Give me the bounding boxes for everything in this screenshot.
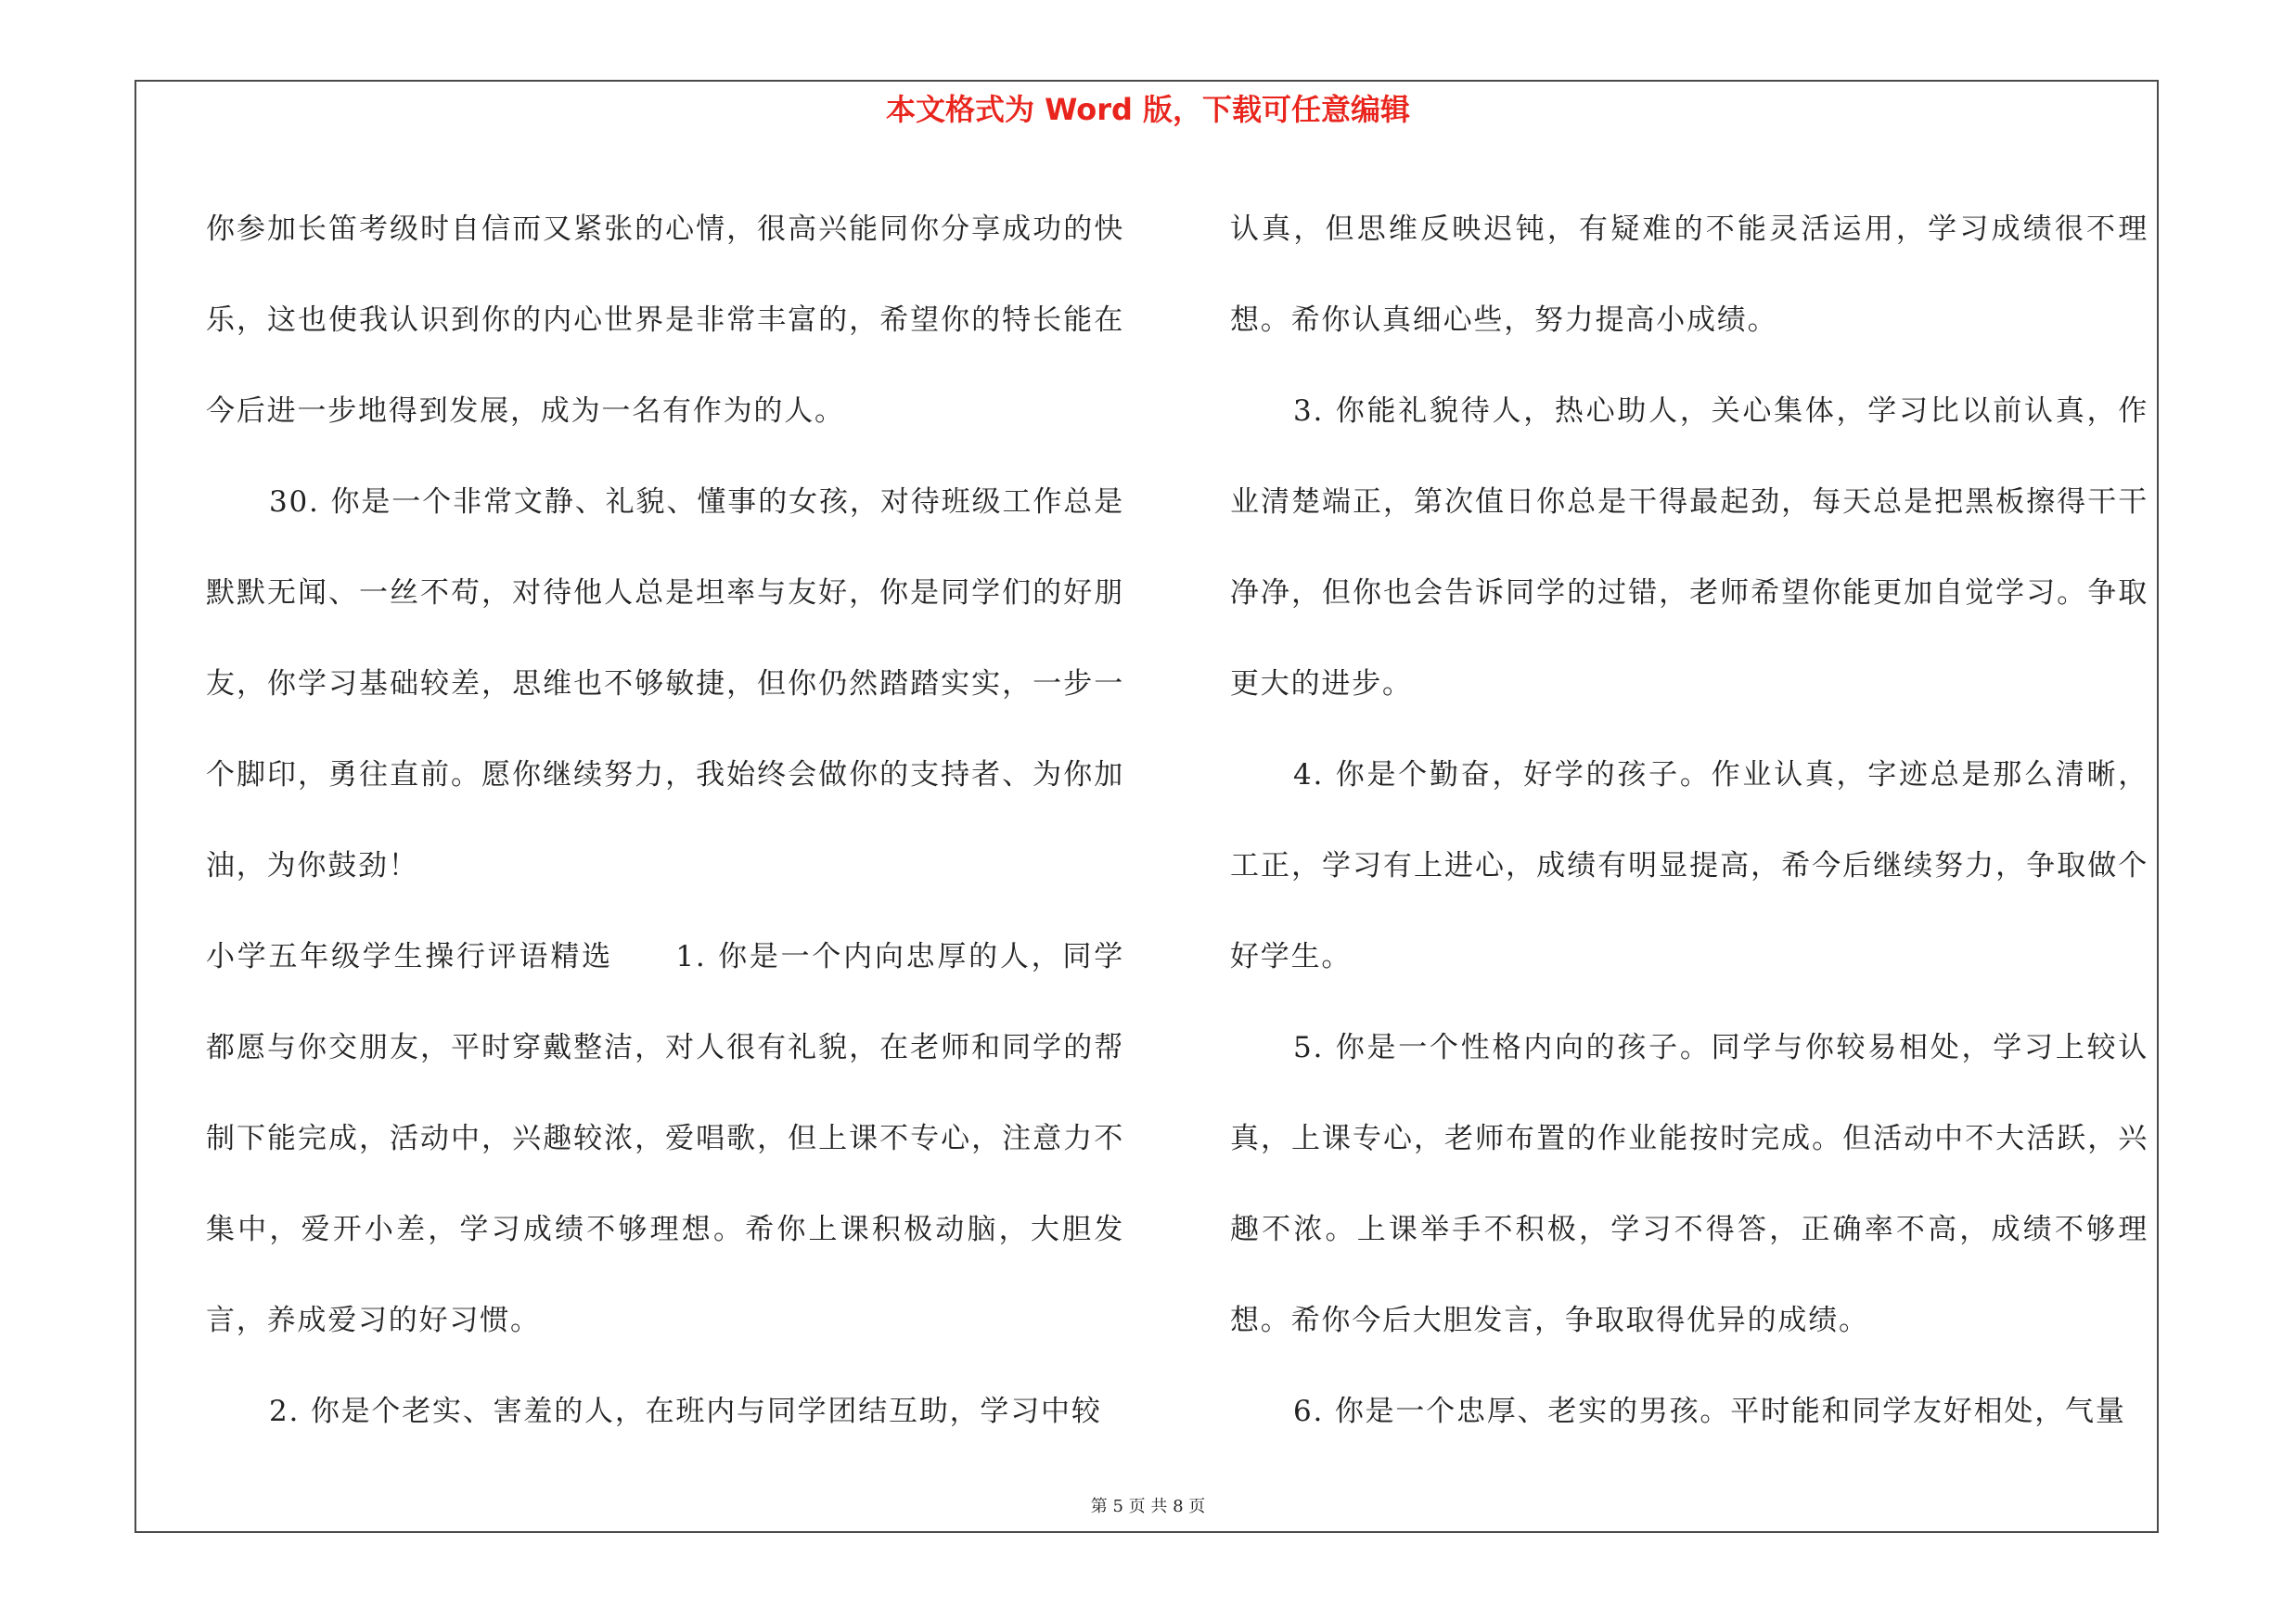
page-number: 第 5 页 共 8 页 bbox=[1090, 1497, 1206, 1516]
left-paragraph-2: 30. 你是一个非常文静、礼貌、懂事的女孩，对待班级工作总是默默无闻、一丝不苟，对待他人总是坦率与友好，你是同学们的好朋友，你学习基础较差，思维也不够敏捷，但你仍然踏踏实实，一步一个脚印，勇往直前。愿你继续努力，我始终会做你的支持者、为你加油，为你鼓劲！ bbox=[206, 485, 1124, 882]
left-paragraph-4: 2. 你是个老实、害羞的人，在班内与同学团结互助，学习中较 bbox=[269, 1395, 1102, 1428]
left-paragraph-1: 你参加长笛考级时自信而又紧张的心情，很高兴能同你分享成功的快乐，这也使我认识到你的内心世界是非常丰富的，希望你的特长能在今后进一步地得到发展，成为一名有作为的人。 bbox=[206, 213, 1124, 428]
right-paragraph-4: 5. 你是一个性格内向的孩子。同学与你较易相处，学习上较认真，上课专心，老师布置的作业能按时完成。但活动中不大活跃，兴趣不浓。上课举手不积极，学习不得答，正确率不高，成绩不够理想。希你今后大胆发言，争取取得优异的成绩。 bbox=[1230, 1031, 2148, 1337]
right-paragraph-5: 6. 你是一个忠厚、老实的男孩。平时能和同学友好相处，气量 bbox=[1293, 1395, 2126, 1428]
right-paragraph-1: 认真，但思维反映迟钝，有疑难的不能灵活运用，学习成绩很不理想。希你认真细心些，努力提高小成绩。 bbox=[1230, 213, 2148, 337]
left-column bbox=[206, 184, 1124, 1457]
right-paragraph-3: 4. 你是个勤奋，好学的孩子。作业认真，字迹总是那么清晰，工正，学习有上进心，成绩有明显提高，希今后继续努力，争取做个好学生。 bbox=[1230, 758, 2148, 973]
header-banner: 本文格式为 Word 版，下载可任意编辑 bbox=[885, 92, 1411, 127]
left-paragraph-3: 小学五年级学生操行评语精选 1. 你是一个内向忠厚的人，同学都愿与你交朋友，平时穿戴整洁，对人很有礼貌，在老师和同学的帮制下能完成，活动中，兴趣较浓，爱唱歌，但上课不专心，注意力不集中，爱开小差，学习成绩不够理想。希你上课积极动脑，大胆发言，养成爱习的好习惯。 bbox=[206, 940, 1124, 1337]
right-column bbox=[1230, 184, 2148, 1457]
right-paragraph-2: 3. 你能礼貌待人，热心助人，关心集体，学习比以前认真，作业清楚端正，第次值日你总是干得最起劲，每天总是把黑板擦得干干净净，但你也会告诉同学的过错，老师希望你能更加自觉学习。争取更大的进步。 bbox=[1230, 394, 2148, 701]
